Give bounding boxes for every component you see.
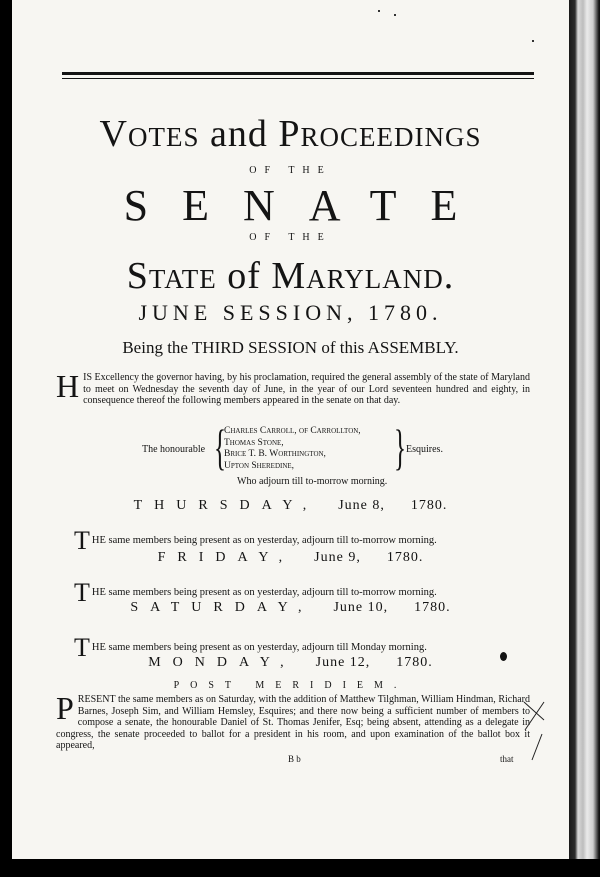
title-votes-and-proceedings: Votes and Proceedings [99, 113, 482, 155]
post-meridiem-heading: POST MERIDIEM. [173, 680, 408, 691]
header-rule-thin [62, 78, 534, 79]
catchword: that [500, 754, 514, 764]
thursday-entry: THE same members being present as on yesterday, adjourn till to-morrow morning. [74, 526, 437, 555]
proclamation-paragraph: HIS Excellency the governor having, by his proclamation, required the general assembly of the state of Maryland to meet on Wednesday the seventh day of June, in the year of our Lord seventeen hundred and eighty, in consequence thereof the following members appeared in the senate on that day. [56, 368, 530, 407]
member-name: Brice T. B. Worthington, [224, 449, 326, 460]
margin-pen-mark [522, 700, 546, 762]
day-heading-thursday: THURSDAY, June 8, 1780. [133, 498, 448, 513]
third-session-line: Being the THIRD SESSION of this ASSEMBLY. [122, 338, 459, 357]
esquires-label: Esquires. [406, 444, 443, 455]
day-heading-saturday: SATURDAY, June 10, 1780. [130, 600, 451, 615]
member-name: Charles Carroll, of Carrollton, [224, 426, 361, 436]
day-heading-monday: MONDAY, June 12, 1780. [148, 655, 433, 670]
saturday-entry: THE same members being present as on yesterday, adjourn till Monday morning. [74, 633, 427, 662]
the-honourable-label: The honourable [142, 444, 206, 455]
dropcap-h: H [56, 368, 80, 404]
paper-speck [394, 14, 396, 16]
session-heading: JUNE SESSION, 1780. [138, 300, 443, 325]
title-senate: SENATE [123, 181, 492, 230]
adjourn-line: Who adjourn till to-morrow morning. [237, 476, 388, 487]
left-brace: { [214, 419, 226, 475]
present-paragraph: PRESENT the same members as on Saturday, with the addition of Matthew Tilghman, William Hindman, Richard Barnes, Joseph Sim, and William Hemsley, Esquires; and there now being a sufficient number of members to compose a senate, the honourable Daniel of St. Thomas Jenifer, Esq; being absent, attending as a delegate in congress, the senate proceeded to ballot for a president in his room, and upon examination of the ballot box it appeared, [56, 690, 530, 752]
document-page [12, 0, 569, 859]
title-state-of-maryland: State of Maryland. [126, 255, 455, 297]
paper-speck [532, 40, 534, 42]
ink-blot [500, 652, 507, 661]
member-names [224, 426, 361, 472]
scan-border-bottom [0, 859, 600, 877]
book-gutter-edge [569, 0, 600, 877]
of-the-2: OF THE [249, 232, 332, 243]
right-brace: } [394, 419, 406, 475]
paper-speck [378, 10, 380, 12]
friday-entry: THE same members being present as on yesterday, adjourn till to-morrow morning. [74, 578, 437, 607]
dropcap-p: P [56, 690, 74, 726]
of-the-1: OF THE [249, 165, 332, 176]
signature-mark: B b [288, 754, 301, 764]
day-heading-friday: FRIDAY, June 9, 1780. [157, 550, 424, 565]
header-rule-thick [62, 72, 534, 75]
member-name: Thomas Stone, [224, 437, 284, 448]
member-name: Upton Sheredine, [224, 460, 295, 471]
